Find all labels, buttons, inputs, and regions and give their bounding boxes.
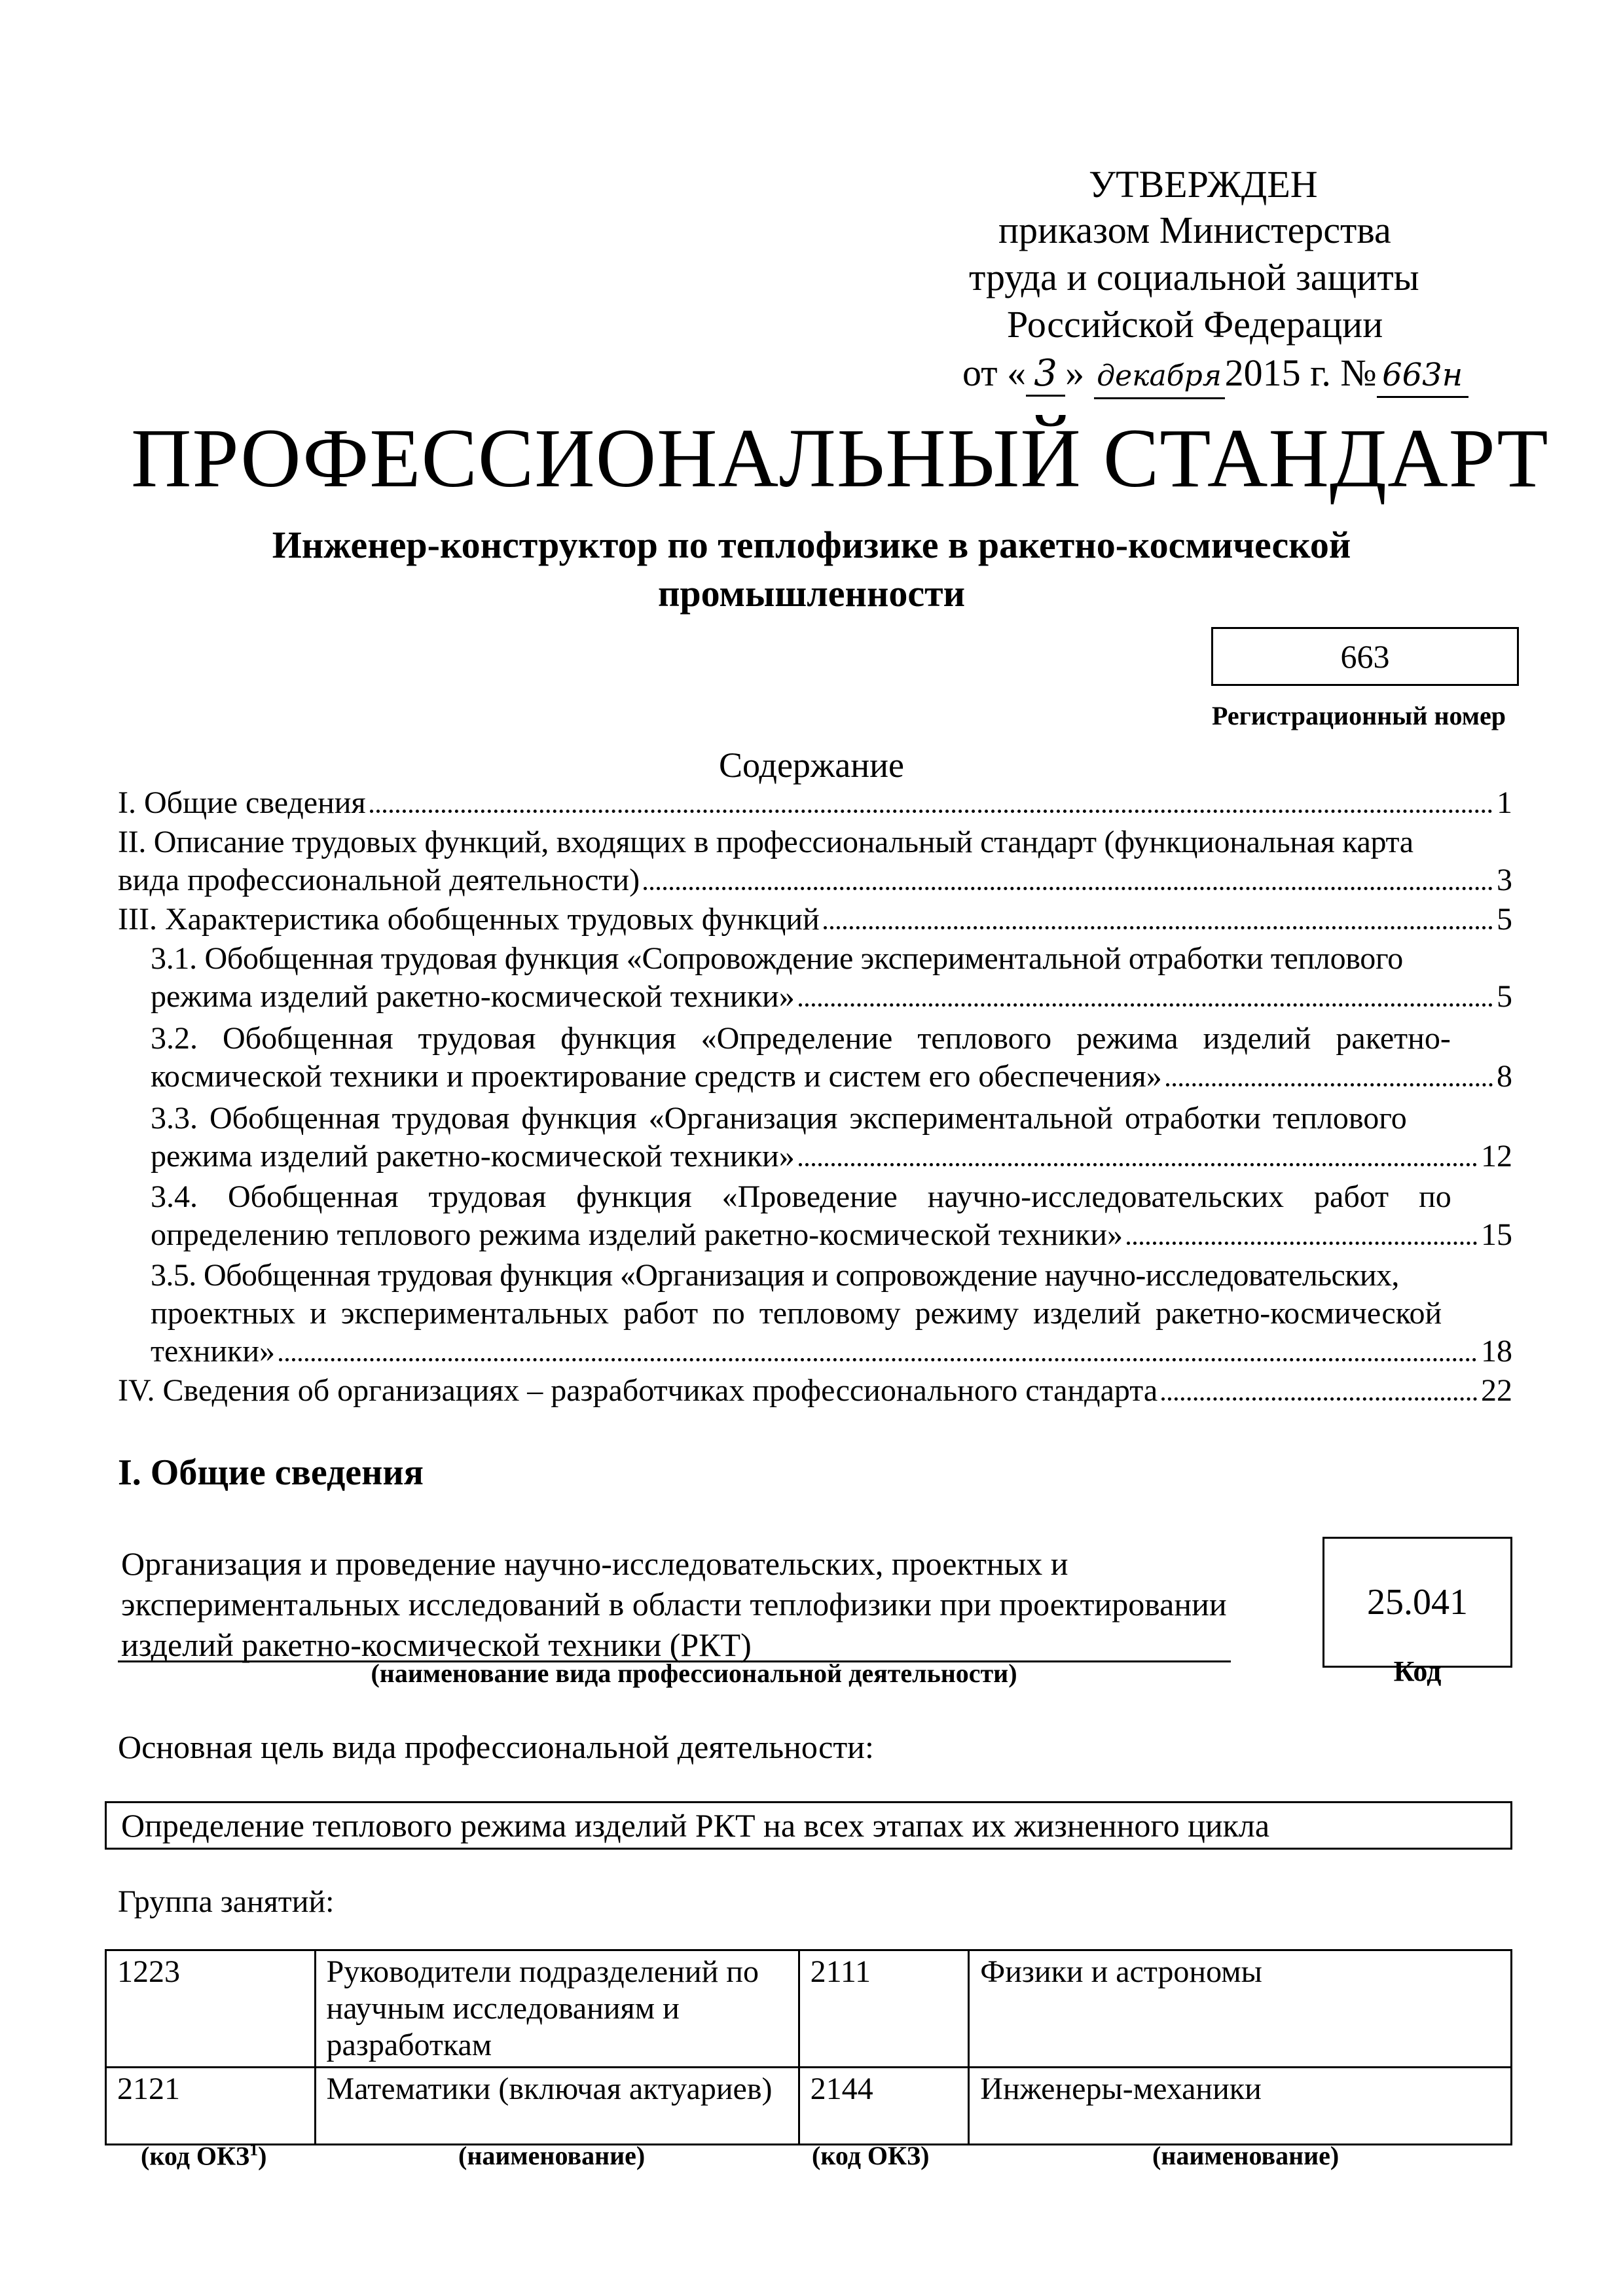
legend-okz-code: (код ОКЗ) [812,2141,930,2170]
toc-entry[interactable]: 3.5. Обобщенная трудовая функция «Организация и сопровождение научно-исследовательских, проектных и экспериментальных работ по тепловому режиму изделий ракетно-космической техники» 18 [151,1257,1512,1371]
activity-code-box: 25.041 [1322,1537,1512,1668]
toc-entry[interactable]: 3.3. Обобщенная трудовая функция «Организация экспериментальной отработки теплового режима изделий ракетно-космической техники» 12 [151,1100,1512,1175]
activity-code-label: Код [1393,1655,1442,1687]
approval-line: труда и социальной защиты [969,256,1419,298]
toc-entry[interactable]: II. Описание трудовых функций, входящих в профессиональный стандарт (функциональная карта вида профессиональной деятельности) 3 [118,823,1512,899]
goal-label: Основная цель вида профессиональной деятельности: [118,1729,874,1765]
approval-line: приказом Министерства [998,209,1391,251]
okz-code: 1223 [106,1950,316,2068]
date-sep: » [1065,351,1085,394]
approval-line: Российской Федерации [1007,303,1383,346]
toc-page: 22 [1481,1373,1512,1408]
approval-title: УТВЕРЖДЕН [1089,163,1318,206]
toc-page: 5 [1497,902,1512,937]
toc-entry[interactable]: 3.2. Обобщенная трудовая функция «Определение теплового режима изделий ракетно- космической техники и проектирование средств и систем его обеспечения» 8 [151,1020,1512,1096]
occupation-group-label: Группа занятий: [118,1884,335,1919]
legend-okz-code: (код ОКЗ$^1$) [141,2140,267,2171]
approval-date [962,352,1468,399]
occupation-name: Руководители подразделений по научным исследованиям и разработкам [315,1950,799,2068]
occupation-name: Инженеры-механики [969,2068,1512,2145]
toc-heading: Содержание [719,745,904,785]
okz-code: 2121 [106,2068,316,2145]
activity-caption: (наименование вида профессиональной деятельности) [371,1659,1017,1688]
date-prefix: от « [962,351,1027,394]
activity-name: Организация и проведение научно-исследовательских, проектных и экспериментальных исследований в области теплофизики при проектировании изделий ракетно-космической техники (РКТ) [121,1545,1227,1663]
toc-page: 18 [1481,1334,1512,1369]
handwritten-month: декабря [1094,355,1225,399]
goal-box: Определение теплового режима изделий РКТ на всех этапах их жизненного цикла [105,1801,1512,1850]
handwritten-order-number: 663н [1377,354,1468,398]
toc-entry[interactable]: 3.1. Обобщенная трудовая функция «Сопровождение экспериментальной отработки теплового режима изделий ракетно-космической техники» 5 [151,940,1512,1016]
document-subtitle [196,521,1427,618]
toc-entry[interactable]: III. Характеристика обобщенных трудовых функций 5 [118,901,1512,939]
okz-code: 2111 [799,1950,969,2068]
handwritten-day: 3 [1026,353,1065,397]
toc-entry[interactable]: I. Общие сведения 1 [118,784,1512,822]
date-year: 2015 г. № [1224,351,1377,394]
toc-page: 3 [1497,863,1512,897]
legend-name: (наименование) [1152,2141,1340,2170]
occupation-table [105,1949,1512,2145]
table-row [106,2068,1512,2145]
toc-page: 8 [1497,1059,1512,1094]
subtitle-line: Инженер-конструктор по теплофизике в ракетно-космической [272,524,1351,566]
toc-page: 12 [1481,1139,1512,1174]
registration-number-label: Регистрационный номер [1211,701,1506,730]
section-heading: I. Общие сведения [118,1452,424,1493]
toc-entry[interactable]: IV. Сведения об организациях – разработчиках профессионального стандарта 22 [118,1372,1512,1410]
document-title: ПРОФЕССИОНАЛЬНЫЙ СТАНДАРТ [131,412,1549,505]
toc-page: 5 [1497,979,1512,1014]
subtitle-line: промышленности [657,572,966,615]
occupation-name: Математики (включая актуариев) [315,2068,799,2145]
toc-page: 15 [1481,1217,1512,1252]
occupation-name: Физики и астрономы [969,1950,1512,2068]
toc-page: 1 [1497,785,1512,820]
legend-name: (наименование) [458,2141,646,2170]
toc-entry[interactable]: 3.4. Обобщенная трудовая функция «Проведение научно-исследовательских работ по определению теплового режима изделий ракетно-космической техники» 15 [151,1178,1512,1254]
okz-code: 2144 [799,2068,969,2145]
table-row [106,1950,1512,2068]
registration-number-box: 663 [1211,627,1519,686]
